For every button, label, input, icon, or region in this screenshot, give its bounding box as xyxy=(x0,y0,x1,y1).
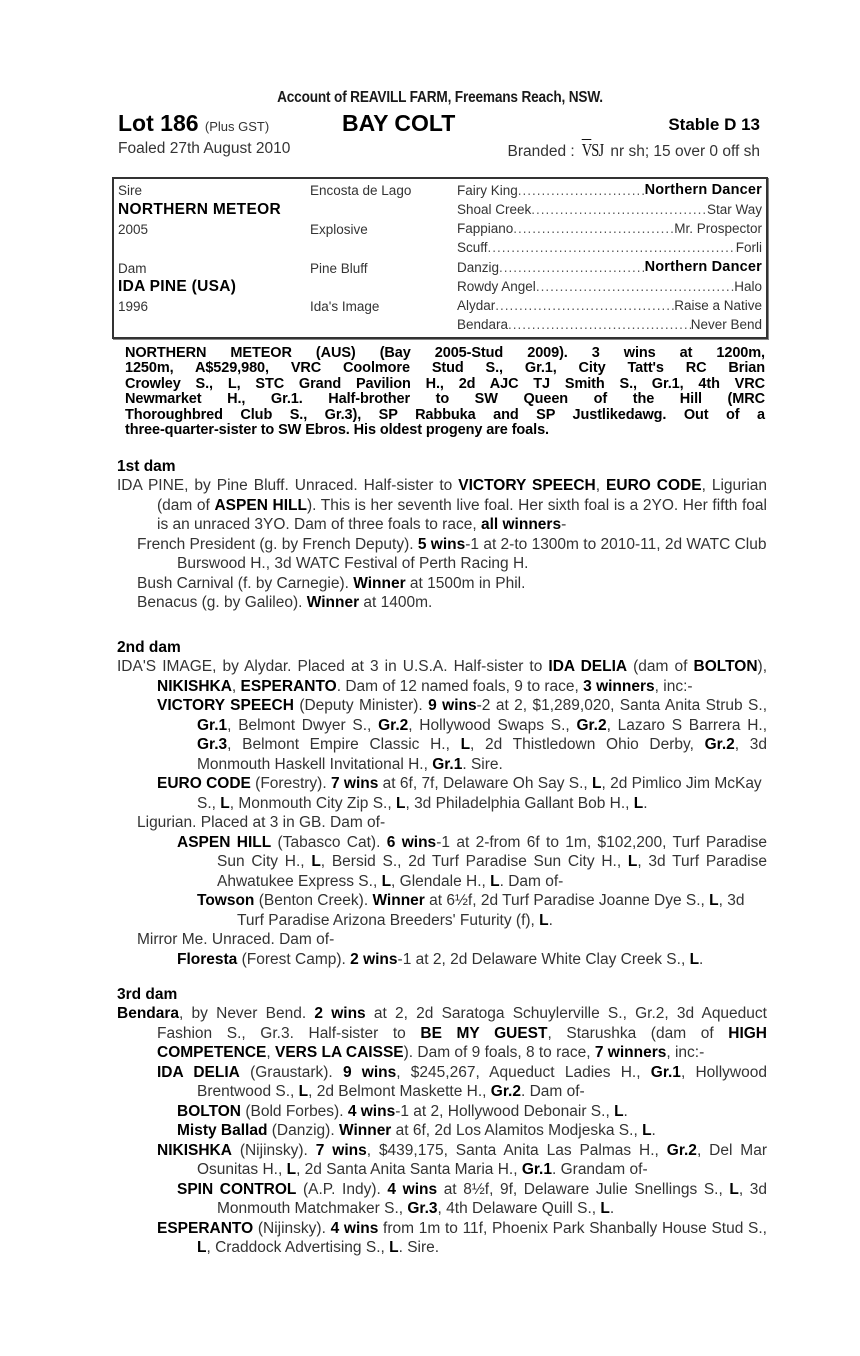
foal-brand-row xyxy=(112,138,768,162)
horse-description: BAY COLT xyxy=(342,110,456,136)
progeny-entry: French President (g. by French Deputy). 5 wins-1 at 2-to 1300m to 2010-11, 2d WATC Club Burswood H., 3d WATC Festival of Perth Racing H. xyxy=(137,535,767,572)
progeny-entry-nikishka: NIKISHKA (Nijinsky). 7 wins, $439,175, Santa Anita Las Palmas H., Gr.2, Del Mar Osunitas H., L, 2d Santa Anita Santa Maria H., Gr.1. Grandam of- xyxy=(157,1141,767,1178)
lot-header xyxy=(112,88,768,162)
sire-dam: Explosive xyxy=(310,222,368,237)
progeny-entry-victory-speech: VICTORY SPEECH (Deputy Minister). 9 wins-2 at 2, $1,289,020, Santa Anita Strub S., Gr.1, Belmont Dwyer S., Gr.2, Hollywood Swaps S., Gr.2, Lazaro S Barrera H., Gr.3, Belmont Empire Classic H., L, 2d Thistledown Ohio Derby, Gr.2, 3d Monmouth Haskell Invitational H., Gr.1. Sire. xyxy=(157,697,768,773)
third-dam-intro: Bendara, by Never Bend. 2 wins at 2, 2d Saratoga Schuylerville S., Gr.2, 3d Aqueduct Fashion S., Gr.3. Half-sister to BE MY GUEST, Starushka (dam of HIGH COMPETENCE, VERS LA CAISSE). Dam of 9 foals, 8 to race, 7 winners, inc:- xyxy=(117,1005,767,1061)
dam-label: Dam xyxy=(118,261,147,276)
foaled-date: Foaled 27th August 2010 xyxy=(118,140,291,157)
fourth-gen-row: Fappiano ..... Mr. Prospector xyxy=(457,219,762,239)
brand-mark-icon: $\overline{V}SJ$ xyxy=(581,140,604,160)
lot-title-row xyxy=(112,110,768,136)
stable-location: Stable D 13 xyxy=(668,115,760,134)
progeny-entry-esperanto: ESPERANTO (Nijinsky). 4 wins from 1m to 11f, Phoenix Park Shanbally House Stud S., L, Craddock Advertising S., L. Sire. xyxy=(157,1219,767,1256)
lot-number xyxy=(118,110,269,140)
second-dam-heading: 2nd dam xyxy=(117,639,181,656)
branded-label: Branded : xyxy=(507,143,575,160)
sire-sire: Encosta de Lago xyxy=(310,183,412,198)
summary-line: 1250m, A$529,980, VRC Coolmore Stud S., Gr.1, City Tatt's RC Brian xyxy=(125,360,765,377)
fourth-gen-row: Shoal Creek ..... Star Way xyxy=(457,200,762,220)
sire-summary xyxy=(125,346,765,438)
vendor-account: Account of REAVILL FARM, Freemans Reach, NSW. xyxy=(277,89,603,106)
progeny-entry-floresta: Floresta (Forest Camp). 2 wins-1 at 2, 2d Delaware White Clay Creek S., L. xyxy=(177,950,704,968)
progeny-entry-ligurian: Ligurian. Placed at 3 in GB. Dam of- xyxy=(137,814,386,831)
dam-sire: Pine Bluff xyxy=(310,261,368,276)
progeny-entry-aspen-hill: ASPEN HILL (Tabasco Cat). 6 wins-1 at 2-from 6f to 1m, $102,200, Turf Paradise Sun City H., L, Bersid S., 2d Turf Paradise Sun City H., L, 3d Turf Paradise Ahwatukee Express S., L, Glendale H., L. Dam of- xyxy=(177,833,768,890)
fourth-gen-row: Bendara ..... Never Bend xyxy=(457,315,762,335)
gst-note: (Plus GST) xyxy=(204,119,270,134)
dam-year: 1996 xyxy=(118,299,149,314)
summary-line: Crowley S., L, STC Grand Pavilion H., 2d AJC TJ Smith S., Gr.1, 4th VRC xyxy=(125,375,765,392)
progeny-entry-euro-code: EURO CODE (Forestry). 7 wins at 6f, 7f, Delaware Oh Say S., L, 2d Pimlico Jim McKay S., L, Monmouth City Zip S., L, 3d Philadelphia Gallant Bob H., L. xyxy=(157,775,762,812)
second-dam-intro: IDA'S IMAGE, by Alydar. Placed at 3 in U.S.A. Half-sister to IDA DELIA (dam of BOLTON), NIKISHKA, ESPERANTO. Dam of 12 named foals, 9 to race, 3 winners, inc:- xyxy=(117,658,767,695)
branded-detail: nr sh; 15 over 0 off sh xyxy=(610,143,760,160)
progeny-entry-ida-delia: IDA DELIA (Graustark). 9 wins, $245,267, Aqueduct Ladies H., Gr.1, Hollywood Brentwood S., L, 2d Belmont Maskette H., Gr.2. Dam of- xyxy=(157,1063,767,1100)
sire-label: Sire xyxy=(118,183,143,198)
progeny-entry-bolton: BOLTON (Bold Forbes). 4 wins-1 at 2, Hollywood Debonair S., L. xyxy=(177,1102,628,1120)
fourth-gen-row: Rowdy Angel ..... Halo xyxy=(457,277,762,297)
fourth-gen-row: Danzig ..... Northern Dancer xyxy=(457,258,762,278)
progeny-entry: Benacus (g. by Galileo). Winner at 1400m. xyxy=(137,594,433,611)
dam-name: IDA PINE (USA) xyxy=(118,278,237,295)
summary-line: NORTHERN METEOR (AUS) (Bay 2005-Stud 2009). 3 wins at 1200m, xyxy=(125,345,765,361)
third-dam-section xyxy=(117,986,767,1258)
progeny-entry-mirror-me: Mirror Me. Unraced. Dam of- xyxy=(137,931,335,948)
sire-name: NORTHERN METEOR xyxy=(118,201,281,218)
summary-line: Thoroughbred Club S., Gr.3), SP Rabbuka and SP Justlikedawg. Out of a xyxy=(125,406,765,423)
second-dam-section xyxy=(117,639,767,969)
sire-year: 2005 xyxy=(118,222,149,237)
summary-line: Newmarket H., Gr.1. Half-brother to SW Queen of the Hill (MRC xyxy=(125,391,765,408)
pedigree-table xyxy=(112,177,768,339)
third-dam-heading: 3rd dam xyxy=(117,986,178,1003)
progeny-entry-misty-ballad: Misty Ballad (Danzig). Winner at 6f, 2d Los Alamitos Modjeska S., L. xyxy=(177,1122,656,1139)
first-dam-heading: 1st dam xyxy=(117,458,176,475)
lot-label: Lot 186 xyxy=(118,110,199,136)
dam-dam: Ida's Image xyxy=(310,299,380,314)
fourth-gen-row: Fairy King ..... Northern Dancer xyxy=(457,181,762,201)
fourth-gen-row: Scuff ..... Forli xyxy=(457,238,762,258)
brand-info xyxy=(508,140,761,161)
progeny-entry-spin-control: SPIN CONTROL (A.P. Indy). 4 wins at 8½f, 9f, Delaware Julie Snellings S., L, 3d Monmouth Matchmaker S., Gr.3, 4th Delaware Quill S., L. xyxy=(177,1180,767,1217)
fourth-gen-row: Alydar ..... Raise a Native xyxy=(457,296,762,316)
progeny-entry: Bush Carnival (f. by Carnegie). Winner at 1500m in Phil. xyxy=(137,574,526,592)
first-dam-intro: IDA PINE, by Pine Bluff. Unraced. Half-sister to VICTORY SPEECH, EURO CODE, Ligurian (dam of ASPEN HILL). This is her seventh live foal. Her sixth foal is a 2YO. Her fifth foal is an unraced 3YO. Dam of three foals to race, all winners- xyxy=(117,477,768,533)
summary-line: three-quarter-sister to SW Ebros. His oldest progeny are foals. xyxy=(125,422,549,439)
progeny-entry-towson: Towson (Benton Creek). Winner at 6½f, 2d Turf Paradise Joanne Dye S., L, 3d Turf Paradise Arizona Breeders' Futurity (f), L. xyxy=(197,892,745,929)
first-dam-section xyxy=(117,458,767,613)
